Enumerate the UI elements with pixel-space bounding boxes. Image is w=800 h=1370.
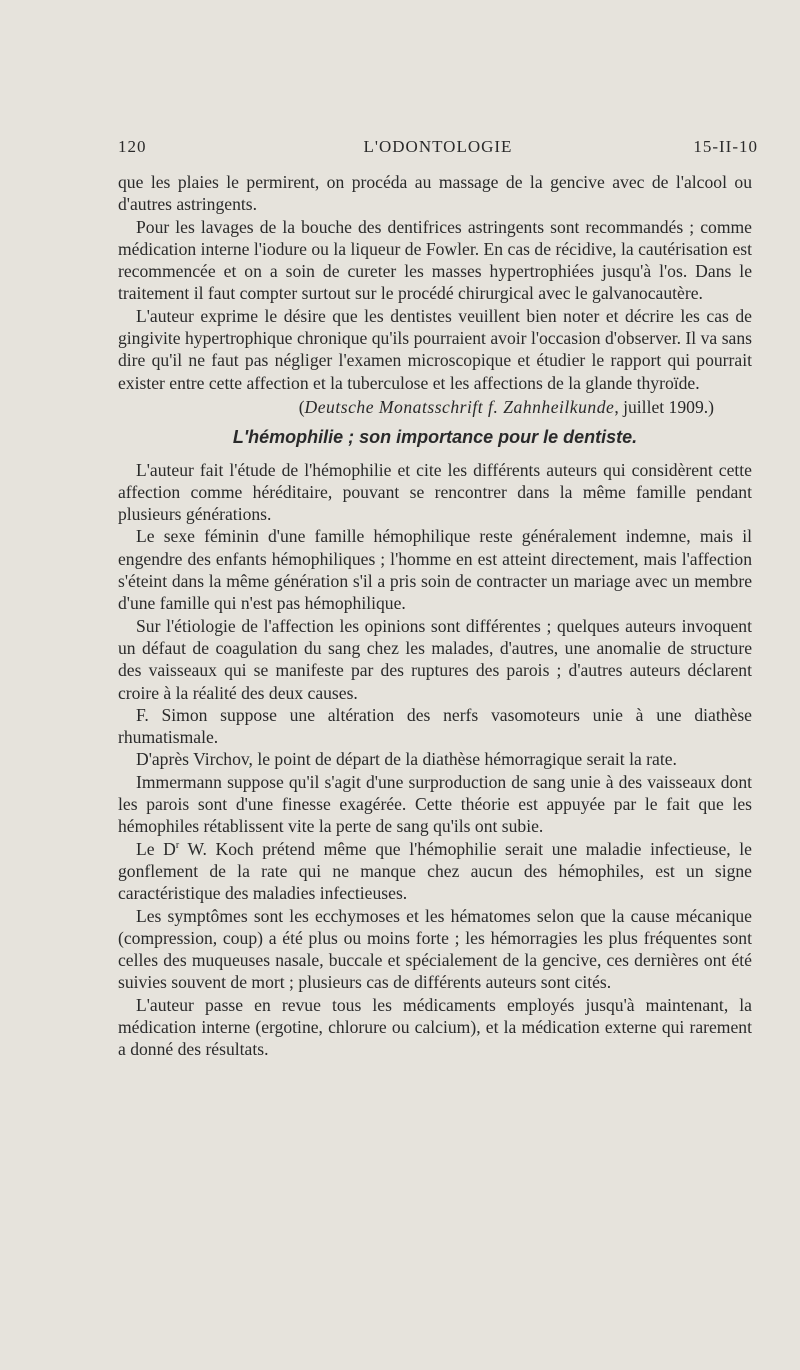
source-journal: Deutsche Monatsschrift f. Zahnheilkunde xyxy=(304,396,615,417)
page-number: 120 xyxy=(118,137,147,156)
journal-title: L'ODONTOLOGIE xyxy=(363,137,513,156)
paragraph: Sur l'étiologie de l'affection les opinions sont différentes ; quelques auteurs invoquent un défaut de coagulation du sang chez les malades, d'autres, une anomalie de structure des vaisseaux qui se manifeste par des ruptures des parois ; d'autres auteurs déclarent croire à la réalité des deux causes. xyxy=(118,615,752,703)
paragraph: Pour les lavages de la bouche des dentifrices astringents sont recommandés ; comme médication interne l'iodure ou la liqueur de Fowler. En cas de récidive, la cautérisation est recommencée et on a soin de cureter les masses hypertrophiées jusqu'à l'os. Dans le traitement il faut compter surtout sur le procédé chirurgical avec le galvanocautère. xyxy=(118,216,752,304)
paragraph: Le sexe féminin d'une famille hémophilique reste généralement indemne, mais il engendre des enfants hémophiliques ; l'homme en est atteint directement, mais l'affection s'éteint dans la même génération s'il a pris soin de contracter un mariage avec un membre d'une famille qui n'est pas hémophilique. xyxy=(118,526,752,614)
source-date: , juillet 1909.) xyxy=(614,396,714,417)
paragraph: F. Simon suppose une altération des nerfs vasomoteurs unie à une diathèse rhumatismale. xyxy=(118,704,752,748)
running-header xyxy=(118,137,758,159)
paragraph: D'après Virchov, le point de départ de la diathèse hémorragique serait la rate. xyxy=(136,749,677,770)
paragraph: Le $D^r$ W. Koch prétend même que l'hémophilie serait une maladie infectieuse, le gonflement de la rate qui ne manque chez aucun des hémophiles, est un signe caractéristique des maladies infectieuses. xyxy=(118,838,752,904)
paragraph: L'auteur exprime le désire que les dentistes veuillent bien noter et décrire les cas de gingivite hypertrophique chronique qu'ils pourraient avoir l'occasion d'observer. Il va sans dire qu'il ne faut pas négliger l'examen microscopique et étudier le rapport qui pourrait exister entre cette affection et la tuberculose et les affections de la glande thyroïde. xyxy=(118,305,752,393)
source-citation: (Deutsche Monatsschrift f. Zahnheilkunde, juillet 1909.) xyxy=(298,396,714,417)
section-heading: L'hémophilie ; son importance pour le dentiste. xyxy=(232,427,638,448)
paragraph: Les symptômes sont les ecchymoses et les hématomes selon que la cause mécanique (compression, coup) a été plus ou moins forte ; les hémorragies les plus fréquentes sont celles des muqueuses nasale, buccale et spécialement de la gencive, ces dernières ont été suivies souvent de mort ; plusieurs cas de différents auteurs sont cités. xyxy=(118,905,752,993)
paragraph: L'auteur passe en revue tous les médicaments employés jusqu'à maintenant, la médication interne (ergotine, chlorure ou calcium), et la médication externe qui rarement a donné des résultats. xyxy=(118,994,752,1060)
issue-date: 15-II-10 xyxy=(693,137,758,156)
paragraph: Immermann suppose qu'il s'agit d'une surproduction de sang unie à des vaisseaux dont les parois sont d'une finesse exagérée. Cette théorie est appuyée par le fait que les hémophiles rétablissent vite la perte de sang qu'ils ont subie. xyxy=(118,771,752,837)
paragraph: L'auteur fait l'étude de l'hémophilie et cite les différents auteurs qui considèrent cette affection comme héréditaire, pouvant se rencontrer dans la même famille pendant plusieurs générations. xyxy=(118,459,752,525)
article-body xyxy=(118,171,752,1061)
paragraph: que les plaies le permirent, on procéda au massage de la gencive avec de l'alcool ou d'autres astringents. xyxy=(118,172,752,215)
